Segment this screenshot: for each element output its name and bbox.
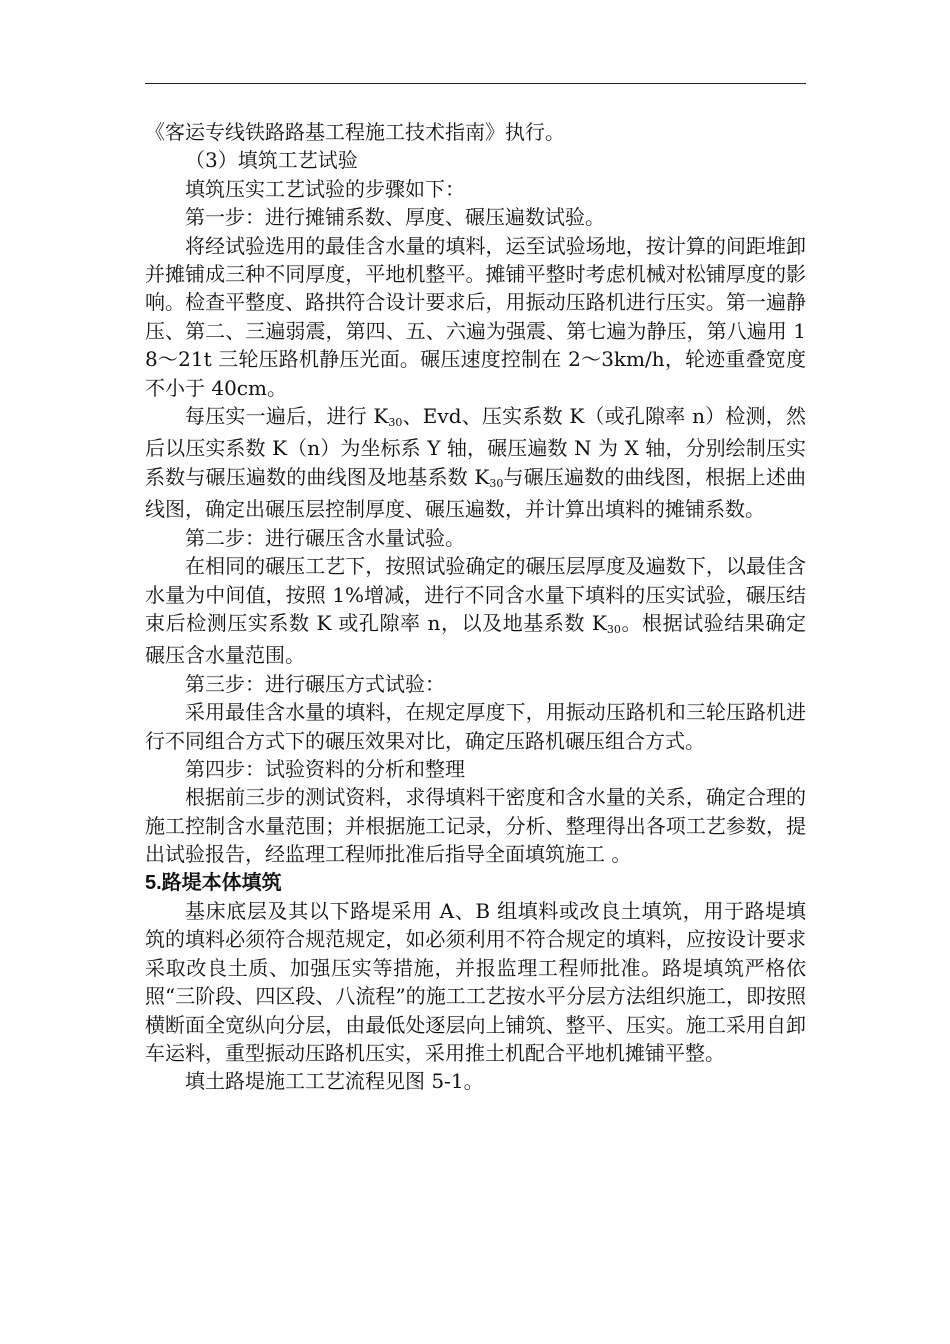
paragraph-1: 《客运专线铁路路基工程施工技术指南》执行。 bbox=[145, 120, 565, 144]
step-2-body bbox=[145, 552, 806, 670]
step-1-detection-paragraph bbox=[145, 402, 806, 524]
step-1-title: 第一步：进行摊铺系数、厚度、碾压遍数试验。 bbox=[185, 205, 605, 230]
header-rule bbox=[145, 83, 806, 84]
subscript-30: 30 bbox=[606, 622, 621, 636]
step-2-title: 第二步：进行碾压含水量试验。 bbox=[185, 525, 465, 550]
section-title-fill-process-test: （3）填筑工艺试验 bbox=[185, 148, 358, 173]
document-body bbox=[145, 118, 806, 1096]
subscript-30: 30 bbox=[489, 476, 504, 490]
step-4-body: 根据前三步的测试资料，求得填料干密度和含水量的关系，确定合理的施工控制含水量范围；并根据施工记录，分析、整理得出各项工艺参数，提出试验报告，经监理工程师批准后指导全面填筑施工 。 bbox=[145, 785, 806, 867]
text-run: 在相同的碾压工艺下，按照试验确定的碾压层厚度及遍数下，以最佳含水量为中间值，按照 1%增减，进行不同含水量下填料的压实试验，碾压结束后检测压实系数 K 或孔隙率 n，以及地基系数 K bbox=[145, 554, 806, 635]
section-5-body: 基床底层及其以下路堤采用 A、B 组填料或改良土填筑，用于路堤填筑的填料必须符合规范规定，如必须利用不符合规定的填料，应按设计要求采取改良土质、加强压实等措施，并报监理工程师批准。路堤填筑严格依照“三阶段、四区段、八流程”的施工工艺按水平分层方法组织施工，即按照横断面全宽纵向分层，由最低处逐层向上铺筑、整平、压实。施工采用自卸车运料，重型振动压路机压实，采用推土机配合平地机摊铺平整。 bbox=[145, 898, 806, 1065]
text-run: 。根据试验结果确定碾压含水量范围。 bbox=[145, 610, 807, 668]
text-run: 、Evd、压实系数 K（或孔隙率 n）检测，然后以压实系数 K（n）为坐标系 Y 轴，碾压遍数 N 为 X 轴，分别绘制压实系数与碾压遍数的曲线图及地基系数 K bbox=[145, 404, 806, 489]
figure-reference: 填土路堤施工工艺流程见图 5-1。 bbox=[185, 1069, 484, 1094]
step-3-body: 采用最佳含水量的填料，在规定厚度下，用振动压路机和三轮压路机进行不同组合方式下的碾压效果对比，确定压路机碾压组合方式。 bbox=[145, 700, 806, 753]
text-run: 与碾压遍数的曲线图，根据上述曲线图，确定出碾压层控制厚度、碾压遍数，并计算出填料的摊铺系数。 bbox=[145, 464, 806, 522]
step-1-body: 将经试验选用的最佳含水量的填料，运至试验场地，按计算的间距堆卸并摊铺成三种不同厚度，平地机整平。摊铺平整时考虑机械对松铺厚度的影响。检查平整度、路拱符合设计要求后，用振动压路机进行压实。第一遍静压、第二、三遍弱震，第四、五、六遍为强震、第七遍为静压，第八遍用 18～21t 三轮压路机静压光面。碾压速度控制在 2～3km/h，轮迹重叠宽度不小于 40cm。 bbox=[145, 233, 806, 400]
step-3-title: 第三步：进行碾压方式试验： bbox=[185, 671, 445, 696]
text-run: 每压实一遍后，进行 K bbox=[185, 404, 389, 429]
subscript-30: 30 bbox=[388, 416, 403, 430]
section-heading-5: 5.路堤本体填筑 bbox=[145, 871, 282, 894]
paragraph-steps-intro: 填筑压实工艺试验的步骤如下： bbox=[185, 176, 465, 201]
step-4-title: 第四步：试验资料的分析和整理 bbox=[185, 756, 465, 781]
